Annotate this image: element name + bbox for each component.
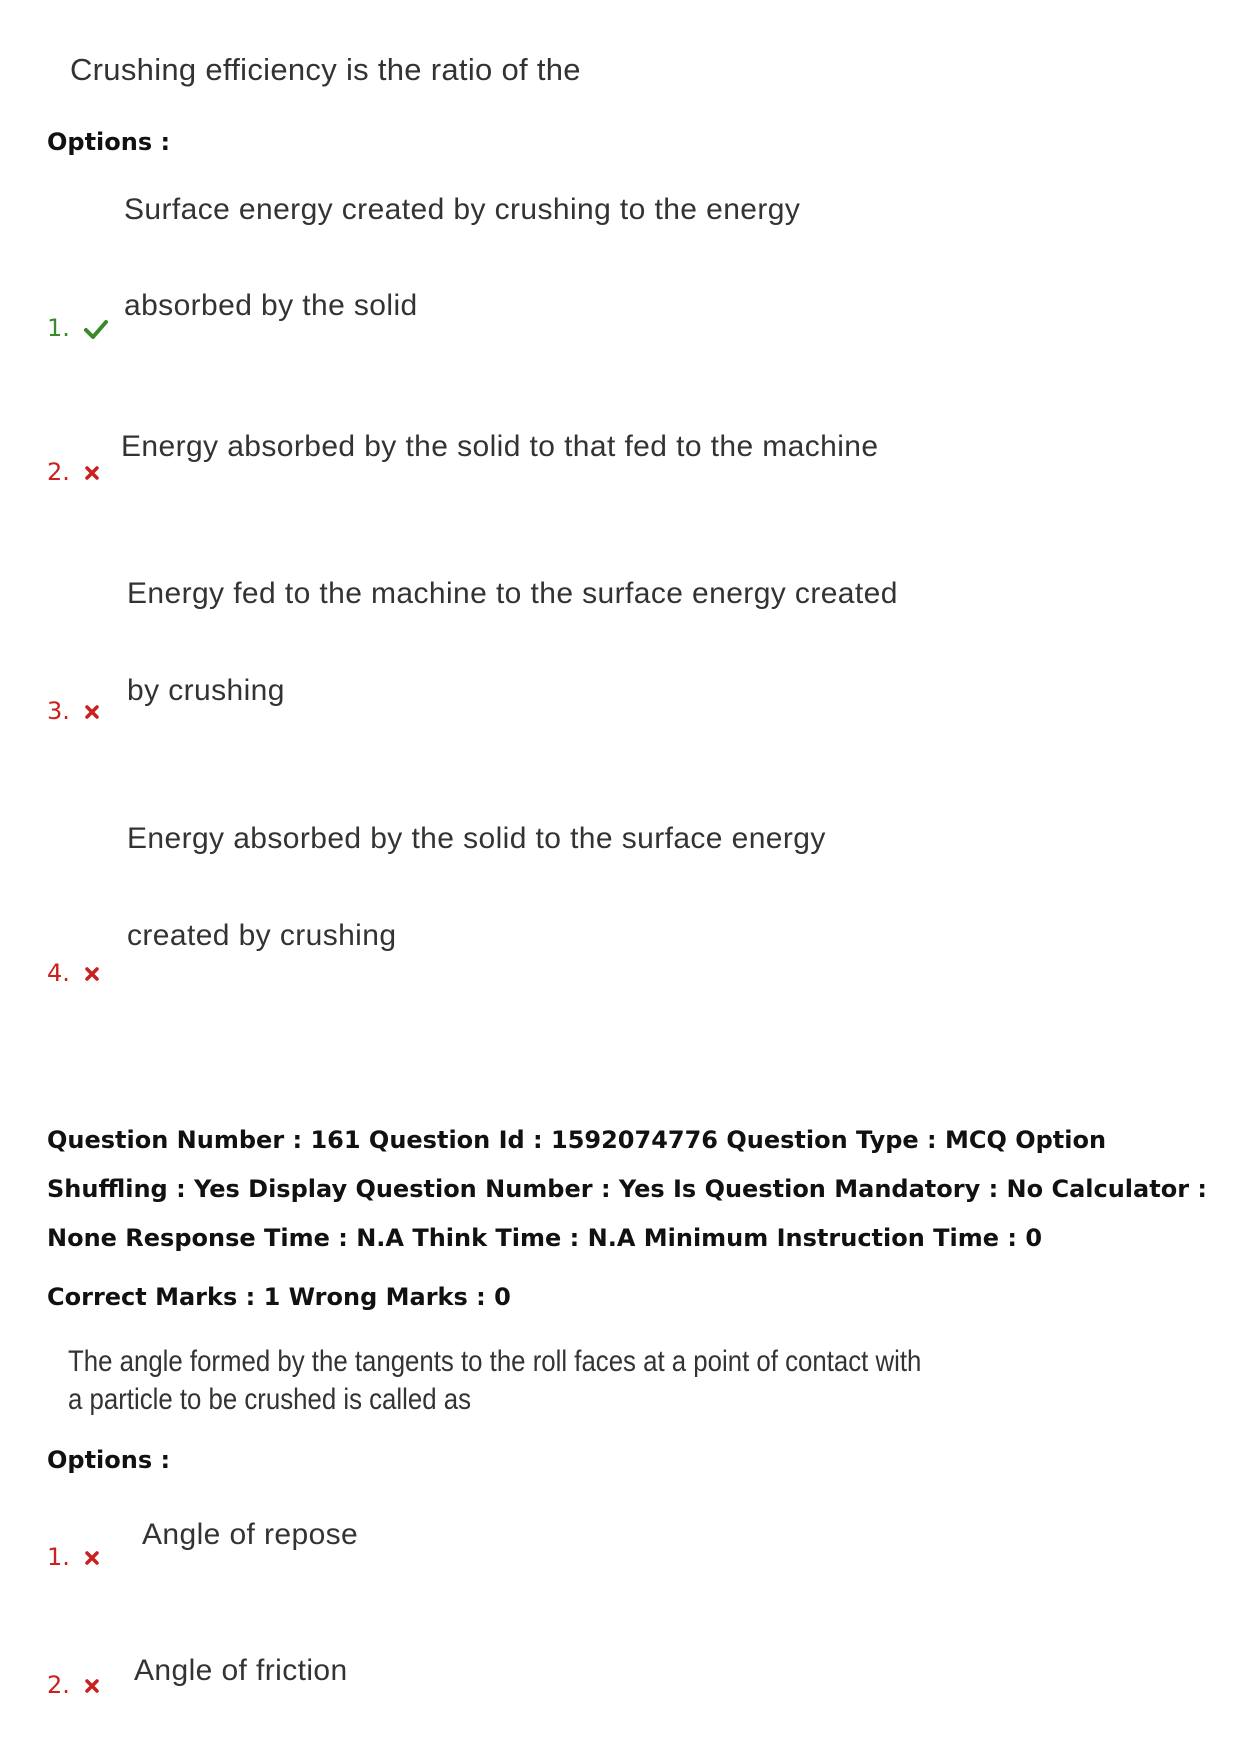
q2-option-1-line-1: Angle of repose [142,1518,359,1551]
cross-icon [84,465,100,481]
q1-option-3-number: 3. [47,697,70,725]
q1-option-1-number: 1. [47,314,70,342]
q2-option-1-number: 1. [47,1543,70,1571]
question-2-text-line-2: a particle to be crushed is called as [68,1383,471,1416]
question-2-options-label: Options : [47,1446,171,1474]
question-1-options-label: Options : [47,128,171,156]
cross-icon [84,1678,100,1694]
cross-icon [84,704,100,720]
question-1-text: Crushing efficiency is the ratio of the [70,52,581,87]
q1-option-4-marker [47,959,100,987]
cross-icon [84,966,100,982]
q1-option-3-marker [47,697,100,725]
q1-option-4-number: 4. [47,959,70,987]
q1-option-3-line-2: by crushing [127,674,285,707]
cross-icon [84,1550,100,1566]
q1-option-1-marker [47,314,108,342]
q1-option-2-number: 2. [47,458,70,486]
q2-option-1-marker [47,1543,100,1571]
question-2-marks: Correct Marks : 1 Wrong Marks : 0 [47,1283,511,1311]
q2-option-2-marker [47,1671,100,1699]
q1-option-1-line-1: Surface energy created by crushing to the energy [124,193,801,226]
q2-option-2-line-1: Angle of friction [134,1654,348,1687]
check-icon [84,318,108,340]
q1-option-4-line-2: created by crushing [127,919,397,952]
q1-option-3-line-1: Energy fed to the machine to the surface energy created [127,577,898,610]
q1-option-4-line-1: Energy absorbed by the solid to the surface energy [127,822,826,855]
question-2-text-line-1: The angle formed by the tangents to the roll faces at a point of contact with [68,1345,922,1378]
question-2-meta: Question Number : 161 Question Id : 1592074776 Question Type : MCQ Option Shuffling : Yes Display Question Number : Yes Is Question Mandatory : No Calculator : None Response Time : N.A Think Time : N.A Minimum Instruction Time : 0 [47,1126,1207,1252]
q1-option-2-marker [47,458,100,486]
q1-option-2-line-1: Energy absorbed by the solid to that fed to the machine [121,430,879,463]
q2-option-2-number: 2. [47,1671,70,1699]
q1-option-1-line-2: absorbed by the solid [124,289,418,322]
